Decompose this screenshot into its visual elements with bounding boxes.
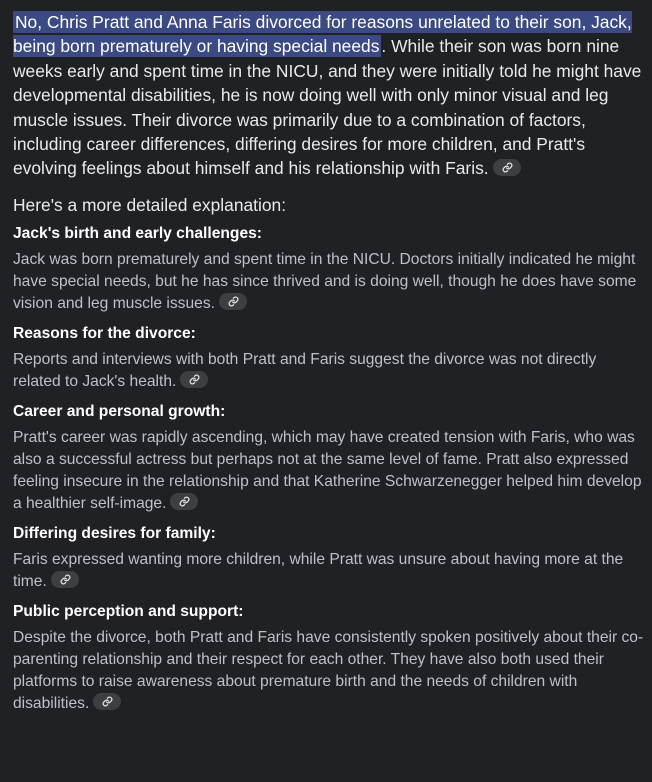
section-title: Reasons for the divorce: (13, 324, 196, 342)
section-title: Differing desires for family: (13, 524, 216, 542)
section-career-growth (13, 402, 646, 515)
answer-summary-text: . While their son was born nine weeks early and spent time in the NICU, and they were initially told he might have developmental disabilities, he is now doing well with only minor visual and leg muscle issues. Their divorce was primarily due to a combination of factors, including career differences, differing desires for more children, and Pratt's evolving feelings about himself and his relationship with Faris. (13, 36, 642, 179)
section-title: Career and personal growth: (13, 402, 226, 420)
section-body-text: Despite the divorce, both Pratt and Faris have consistently spoken positively about their co-parenting relationship and their respect for each other. They have also both used their platforms to raise awareness about premature birth and the needs of children with disabilities. (13, 628, 644, 712)
link-icon (179, 496, 190, 507)
section-title: Public perception and support: (13, 602, 244, 620)
section-public-perception (13, 602, 646, 715)
section-body (13, 249, 646, 315)
section-body (13, 627, 646, 715)
section-body (13, 549, 646, 593)
link-icon (502, 162, 513, 173)
section-body-text: Pratt's career was rapidly ascending, which may have created tension with Faris, who was also a successful actress but perhaps not at the same level of fame. Pratt also expressed feeling insecure in the relationship and that Katherine Schwarzenegger helped him develop a healthier self-image. (13, 428, 642, 512)
source-link-button[interactable] (170, 493, 198, 510)
section-body (13, 349, 646, 393)
section-title: Jack's birth and early challenges: (13, 224, 262, 242)
link-icon (102, 696, 113, 707)
source-link-button[interactable] (219, 293, 247, 310)
section-body-text: Reports and interviews with both Pratt and Faris suggest the divorce was not directly related to Jack's health. (13, 350, 597, 390)
section-body-text: Jack was born prematurely and spent time in the NICU. Doctors initially indicated he might have special needs, but he has since thrived and is doing well, though he does have some vision and leg muscle issues. (13, 250, 637, 312)
section-jacks-birth (13, 224, 646, 315)
section-divorce-reasons (13, 324, 646, 393)
link-icon (60, 574, 71, 585)
source-link-button[interactable] (51, 571, 79, 588)
link-icon (228, 296, 239, 307)
source-link-button[interactable] (93, 693, 121, 710)
section-family-desires (13, 524, 646, 593)
source-link-button[interactable] (180, 371, 208, 388)
section-body (13, 427, 646, 515)
highlighted-answer: No, Chris Pratt and Anna Faris divorced for reasons unrelated to their son, Jack, being born prematurely or having special needs (13, 12, 632, 57)
source-link-button[interactable] (493, 159, 521, 176)
detail-intro: Here's a more detailed explanation: (13, 194, 287, 215)
link-icon (189, 374, 200, 385)
answer-summary (13, 10, 646, 181)
section-body-text: Faris expressed wanting more children, while Pratt was unsure about having more at the time. (13, 550, 624, 590)
